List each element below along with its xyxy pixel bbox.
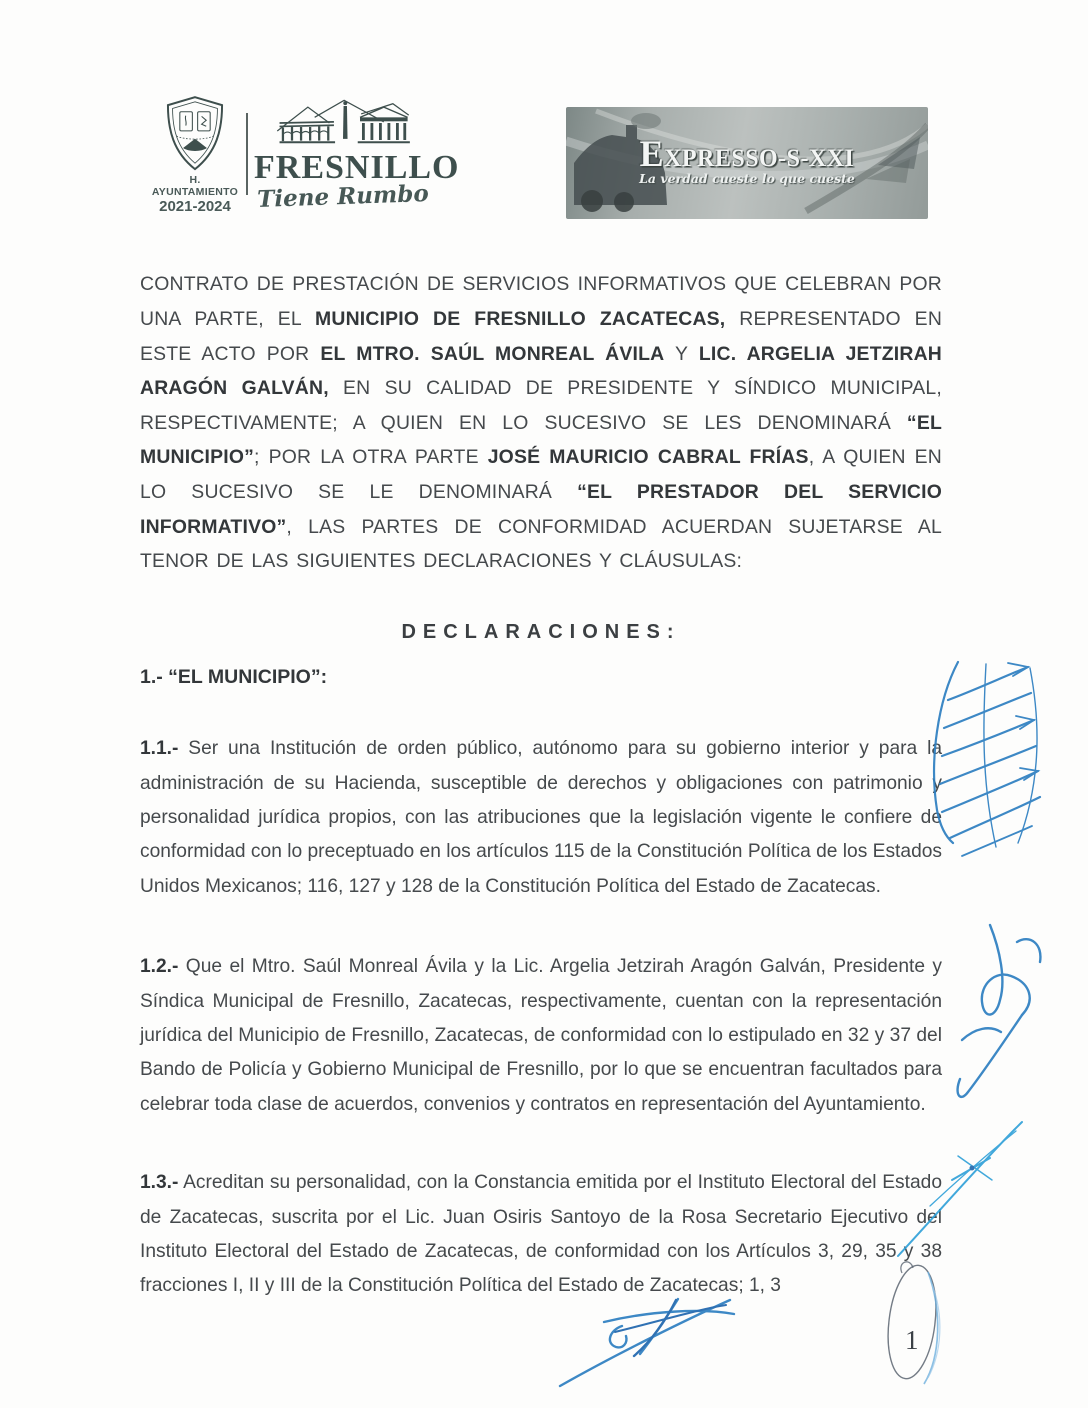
signature-cursive-ink (958, 925, 1041, 1097)
clause-1-2: 1.2.- Que el Mtro. Saúl Monreal Ávila y la Lic. Argelia Jetzirah Aragón Galván, Presidente y Síndica Municipal de Fresnillo, Zacatecas, respectivamente, cuentan con la representación jurídica del Municipio de Fresnillo, Zacatecas, de conformidad con lo estipulado en 32 y 37 del Bando de Policía y Gobierno Municipal de Fresnillo, por lo que se encuentran facultados para celebrar toda clase de acuerdos, convenios y contratos en representación del Ayuntamiento. (140, 956, 942, 1115)
fresnillo-tagline: Tiene Rumbo (256, 180, 430, 213)
signature-hatch-scribble-ink (934, 662, 1040, 856)
page-number: 1 (905, 1325, 919, 1355)
section-1-title: 1.- “EL MUNICIPIO”: (140, 666, 328, 688)
clause-1-3: 1.3.- Acreditan su personalidad, con la Constancia emitida por el Instituto Electoral del Estado de Zacatecas, suscrita por el Lic. Juan Osiris Santoyo de la Rosa Secretario Ejecutivo del Instituto Electoral del Estado de Zacatecas, de conformidad con los Artículos 3, 29, 35 y 38 fracciones I, II y III de la Constitución Política del Estado de Zacatecas; 1, 3 (140, 1172, 942, 1297)
banner-tagline: La verdad cueste lo que cueste (639, 171, 855, 186)
signature-crossed-ink (560, 1299, 734, 1386)
crest-institution-label: H. AYUNTAMIENTO (151, 174, 239, 198)
expresso-banner (566, 107, 928, 219)
declaraciones-heading: DECLARACIONES: (401, 621, 681, 643)
clause-1-1: 1.1.- Ser una Institución de orden público, autónomo para su gobierno interior y para la administración de su Hacienda, susceptible de derechos y obligaciones con patrimonio y personalidad jurídica propios, con las atribuciones que la legislación vigente le confiere de conformidad con lo preceptuado en los artículos 115 de la Constitución Política de los Estados Unidos Mexicanos; 116, 127 y 128 de la Constitución Política del Estado de Zacatecas. (140, 738, 942, 897)
crest-shield-icon (162, 95, 228, 172)
crest-term-label: 2021-2024 (159, 198, 231, 215)
fresnillo-wordmark: FRESNILLO (254, 149, 460, 186)
fresnillo-building-icon (275, 98, 411, 152)
fresnillo-logo (254, 98, 460, 213)
contract-intro-paragraph: CONTRATO DE PRESTACIÓN DE SERVICIOS INFORMATIVOS QUE CELEBRAN POR UNA PARTE, EL MUNICIPIO DE FRESNILLO ZACATECAS, REPRESENTADO EN ESTE ACTO POR EL MTRO. SAÚL MONREAL ÁVILA Y LIC. ARGELIA JETZIRAH ARAGÓN GALVÁN, EN SU CALIDAD DE PRESIDENTE Y SÍNDICO MUNICIPAL, RESPECTIVAMENTE; A QUIEN EN LO SUCESIVO SE LES DENOMINARÁ “EL MUNICIPIO”; POR LA OTRA PARTE JOSÉ MAURICIO CABRAL FRÍAS, A QUIEN EN LO SUCESIVO SE LE DENOMINARÁ “EL PRESTADOR DEL SERVICIO INFORMATIVO”, LAS PARTES DE CONFORMIDAD ACUERDAN SUJETARSE AL TENOR DE LAS SIGUIENTES DECLARACIONES Y CLÁUSULAS: (140, 273, 943, 573)
logo-divider (246, 113, 248, 195)
municipal-crest (146, 95, 244, 215)
banner-title: EXPRESSO-S-XXI (639, 134, 855, 175)
